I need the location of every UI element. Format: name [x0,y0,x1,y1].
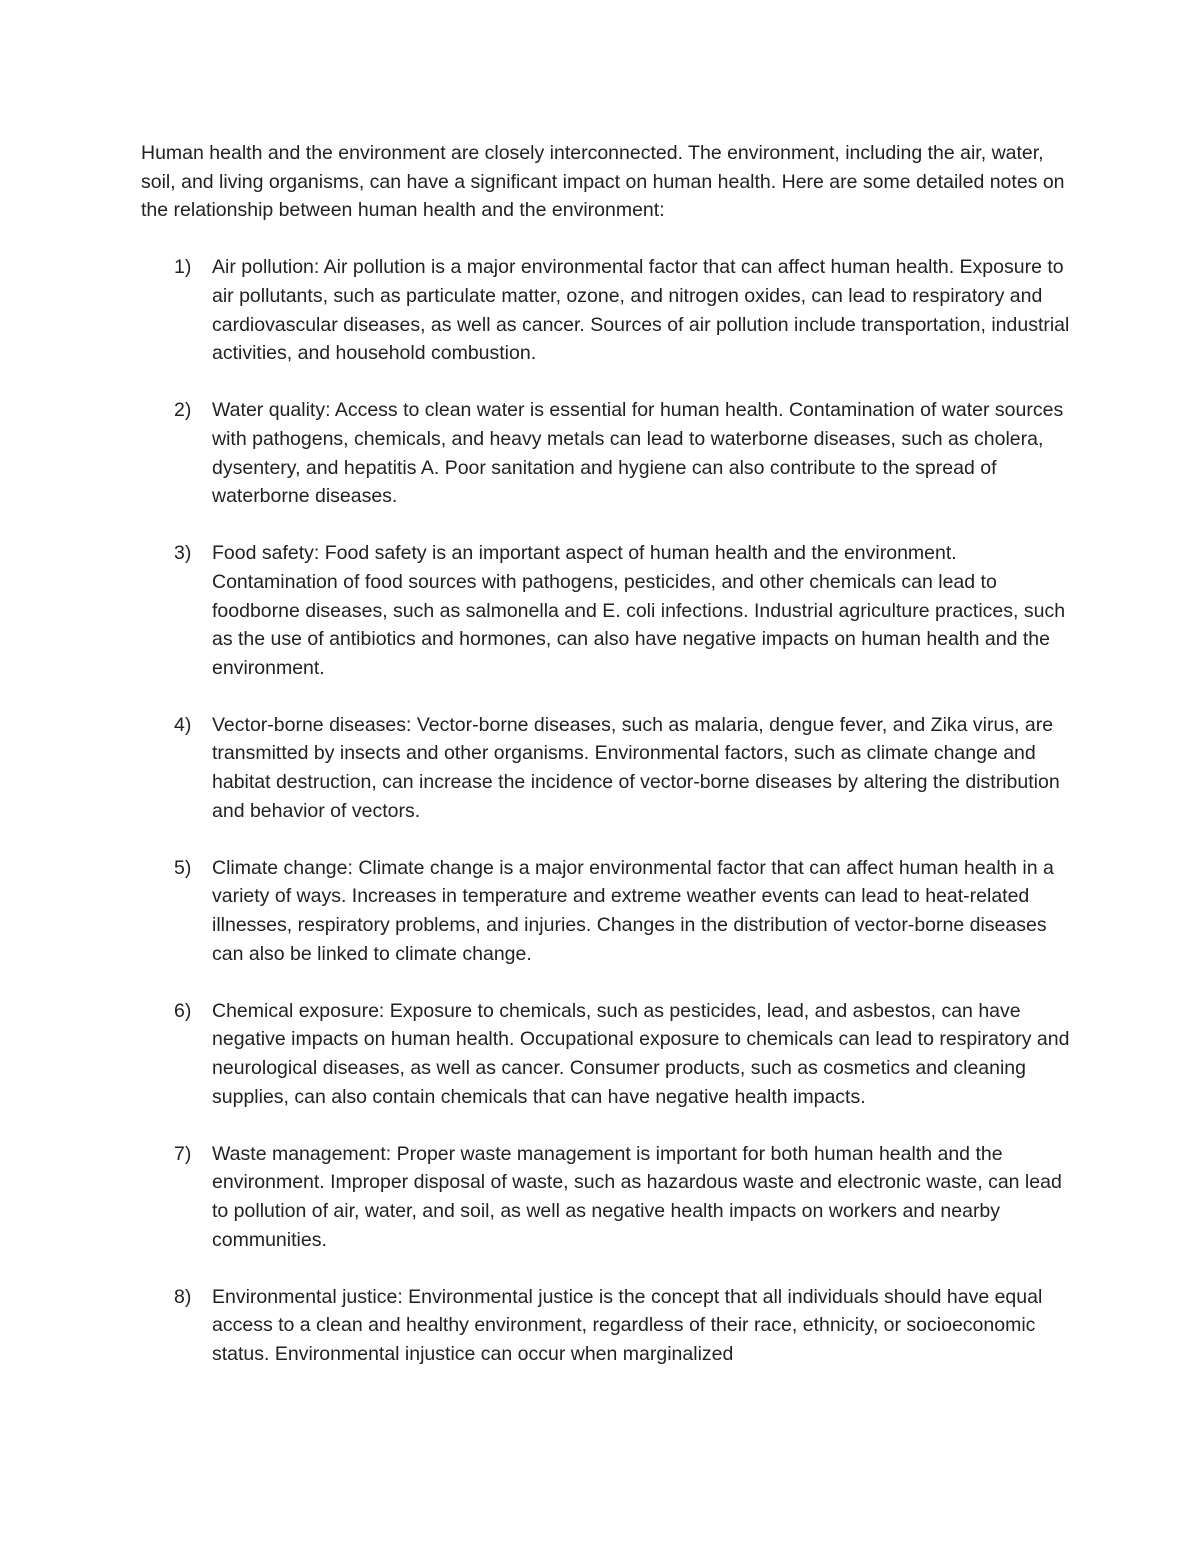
list-item-text: Vector-borne diseases: Vector-borne diseases, such as malaria, dengue fever, and Zika virus, are transmitted by insects and other organisms. Environmental factors, such as climate change and habitat destruction, can increase the incidence of vector-borne diseases by altering the distribution and behavior of vectors. [212,713,1060,822]
list-item [141,539,1071,682]
list-item [141,253,1071,367]
list-item-text: Water quality: Access to clean water is essential for human health. Contamination of water sources with pathogens, chemicals, and heavy metals can lead to waterborne diseases, such as cholera, dysentery, and hepatitis A. Poor sanitation and hygiene can also contribute to the spread of waterborne diseases. [212,399,1064,508]
list-item [141,396,1071,510]
list-item-number: 7) [174,1142,192,1165]
list-item-text: Waste management: Proper waste management is important for both human health and the environment. Improper disposal of waste, such as hazardous waste and electronic waste, can lead to pollution of air, water, and soil, as well as negative health impacts on workers and nearby communities. [212,1142,1062,1251]
list-item-number: 5) [174,856,192,879]
list-item [141,997,1071,1111]
list-item-number: 1) [174,256,192,279]
list-item [141,711,1071,825]
list-item [141,854,1071,968]
list-item-text: Air pollution: Air pollution is a major environmental factor that can affect human health. Exposure to air pollutants, such as particulate matter, ozone, and nitrogen oxides, can lead to respiratory and cardiovascular diseases, as well as cancer. Sources of air pollution include transportation, industrial activities, and household combustion. [212,256,1070,365]
list-item-number: 6) [174,999,192,1022]
list-item-text: Food safety: Food safety is an important aspect of human health and the environment. Contamination of food sources with pathogens, pesticides, and other chemicals can lead to foodborne diseases, such as salmonella and E. coli infections. Industrial agriculture practices, such as the use of antibiotics and hormones, can also have negative impacts on human health and the environment. [212,542,1066,679]
list-item-text: Environmental justice: Environmental justice is the concept that all individuals should have equal access to a clean and healthy environment, regardless of their race, ethnicity, or socioeconomic status. Environmental injustice can occur when marginalized [212,1285,1043,1365]
list-item-number: 3) [174,542,192,565]
list-item-number: 2) [174,399,192,422]
list-item-number: 8) [174,1285,192,1308]
document-body [141,139,1071,1397]
list-item-text: Chemical exposure: Exposure to chemicals, such as pesticides, lead, and asbestos, can have negative impacts on human health. Occupational exposure to chemicals can lead to respiratory and neurological diseases, as well as cancer. Consumer products, such as cosmetics and cleaning supplies, can also contain chemicals that can have negative health impacts. [212,999,1070,1108]
numbered-list [141,253,1071,1368]
list-item-number: 4) [174,713,192,736]
list-item [141,1283,1071,1369]
list-item [141,1140,1071,1254]
intro-paragraph: Human health and the environment are closely interconnected. The environment, including the air, water, soil, and living organisms, can have a significant impact on human health. Here are some detailed notes on the relationship between human health and the environment: [141,142,1065,222]
list-item-text: Climate change: Climate change is a major environmental factor that can affect human health in a variety of ways. Increases in temperature and extreme weather events can lead to heat-related illnesses, respiratory problems, and injuries. Changes in the distribution of vector-borne diseases can also be linked to climate change. [212,856,1054,965]
